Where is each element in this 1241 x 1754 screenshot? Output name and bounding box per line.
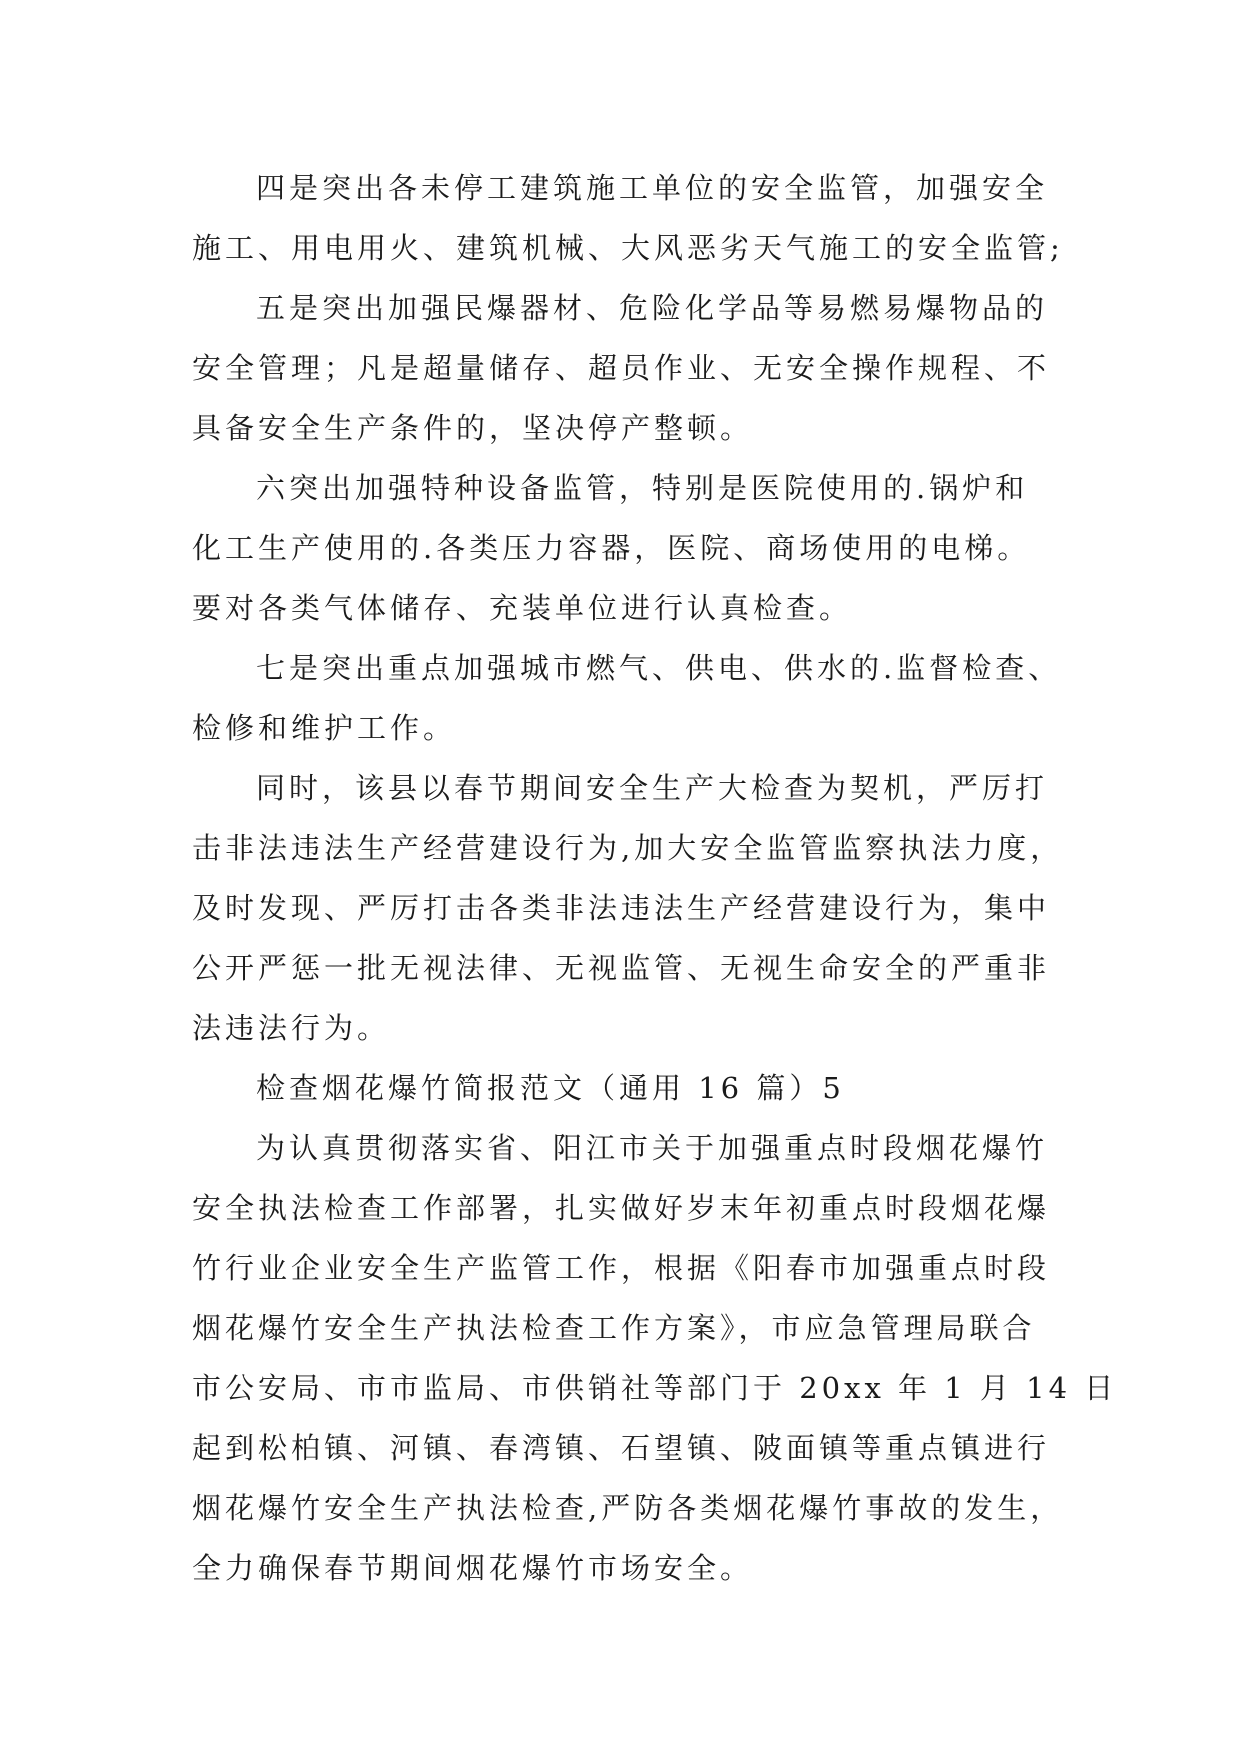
paragraph-line: 六突出加强特种设备监管，特别是医院使用的.锅炉和 (256, 471, 1029, 505)
paragraph-line: 击非法违法生产经营建设行为,加大安全监管监察执法力度， (192, 831, 1064, 865)
paragraph-line: 竹行业企业安全生产监管工作，根据《阳春市加强重点时段 (192, 1251, 1051, 1285)
paragraph-line: 检修和维护工作。 (192, 711, 457, 745)
paragraph-line: 四是突出各未停工建筑施工单位的安全监管，加强安全 (256, 171, 1049, 205)
paragraph-line: 要对各类气体储存、充装单位进行认真检查。 (192, 591, 853, 625)
paragraph-line: 五是突出加强民爆器材、危险化学品等易燃易爆物品的 (256, 291, 1049, 325)
paragraph-line: 施工、用电用火、建筑机械、大风恶劣天气施工的安全监管; (192, 231, 1064, 265)
paragraph-line: 法违法行为。 (192, 1011, 391, 1045)
paragraph-line: 为认真贯彻落实省、阳江市关于加强重点时段烟花爆竹 (256, 1131, 1049, 1165)
paragraph-line: 公开严惩一批无视法律、无视监管、无视生命安全的严重非 (192, 951, 1051, 985)
paragraph-line: 烟花爆竹安全生产执法检查工作方案》，市应急管理局联合 (192, 1311, 1036, 1345)
paragraph-line: 具备安全生产条件的，坚决停产整顿。 (192, 411, 754, 445)
paragraph-line: 烟花爆竹安全生产执法检查,严防各类烟花爆竹事故的发生， (192, 1491, 1064, 1525)
section-heading: 检查烟花爆竹简报范文（通用 16 篇）5 (256, 1071, 845, 1105)
paragraph-line: 起到松柏镇、河镇、春湾镇、石望镇、陂面镇等重点镇进行 (192, 1431, 1051, 1465)
paragraph-line: 安全管理；凡是超量储存、超员作业、无安全操作规程、不 (192, 351, 1051, 385)
paragraph-line: 全力确保春节期间烟花爆竹市场安全。 (192, 1551, 754, 1585)
paragraph-line: 化工生产使用的.各类压力容器，医院、商场使用的电梯。 (192, 531, 1031, 565)
paragraph-line: 七是突出重点加强城市燃气、供电、供水的.监督检查、 (256, 651, 1062, 685)
paragraph-line: 及时发现、严厉打击各类非法违法生产经营建设行为，集中 (192, 891, 1051, 925)
paragraph-line: 市公安局、市市监局、市供销社等部门于 20xx 年 1 月 14 日 (192, 1371, 1118, 1405)
document-body (192, 158, 1118, 1598)
paragraph-line: 安全执法检查工作部署，扎实做好岁末年初重点时段烟花爆 (192, 1191, 1051, 1225)
paragraph-line: 同时，该县以春节期间安全生产大检查为契机，严厉打 (256, 771, 1049, 805)
